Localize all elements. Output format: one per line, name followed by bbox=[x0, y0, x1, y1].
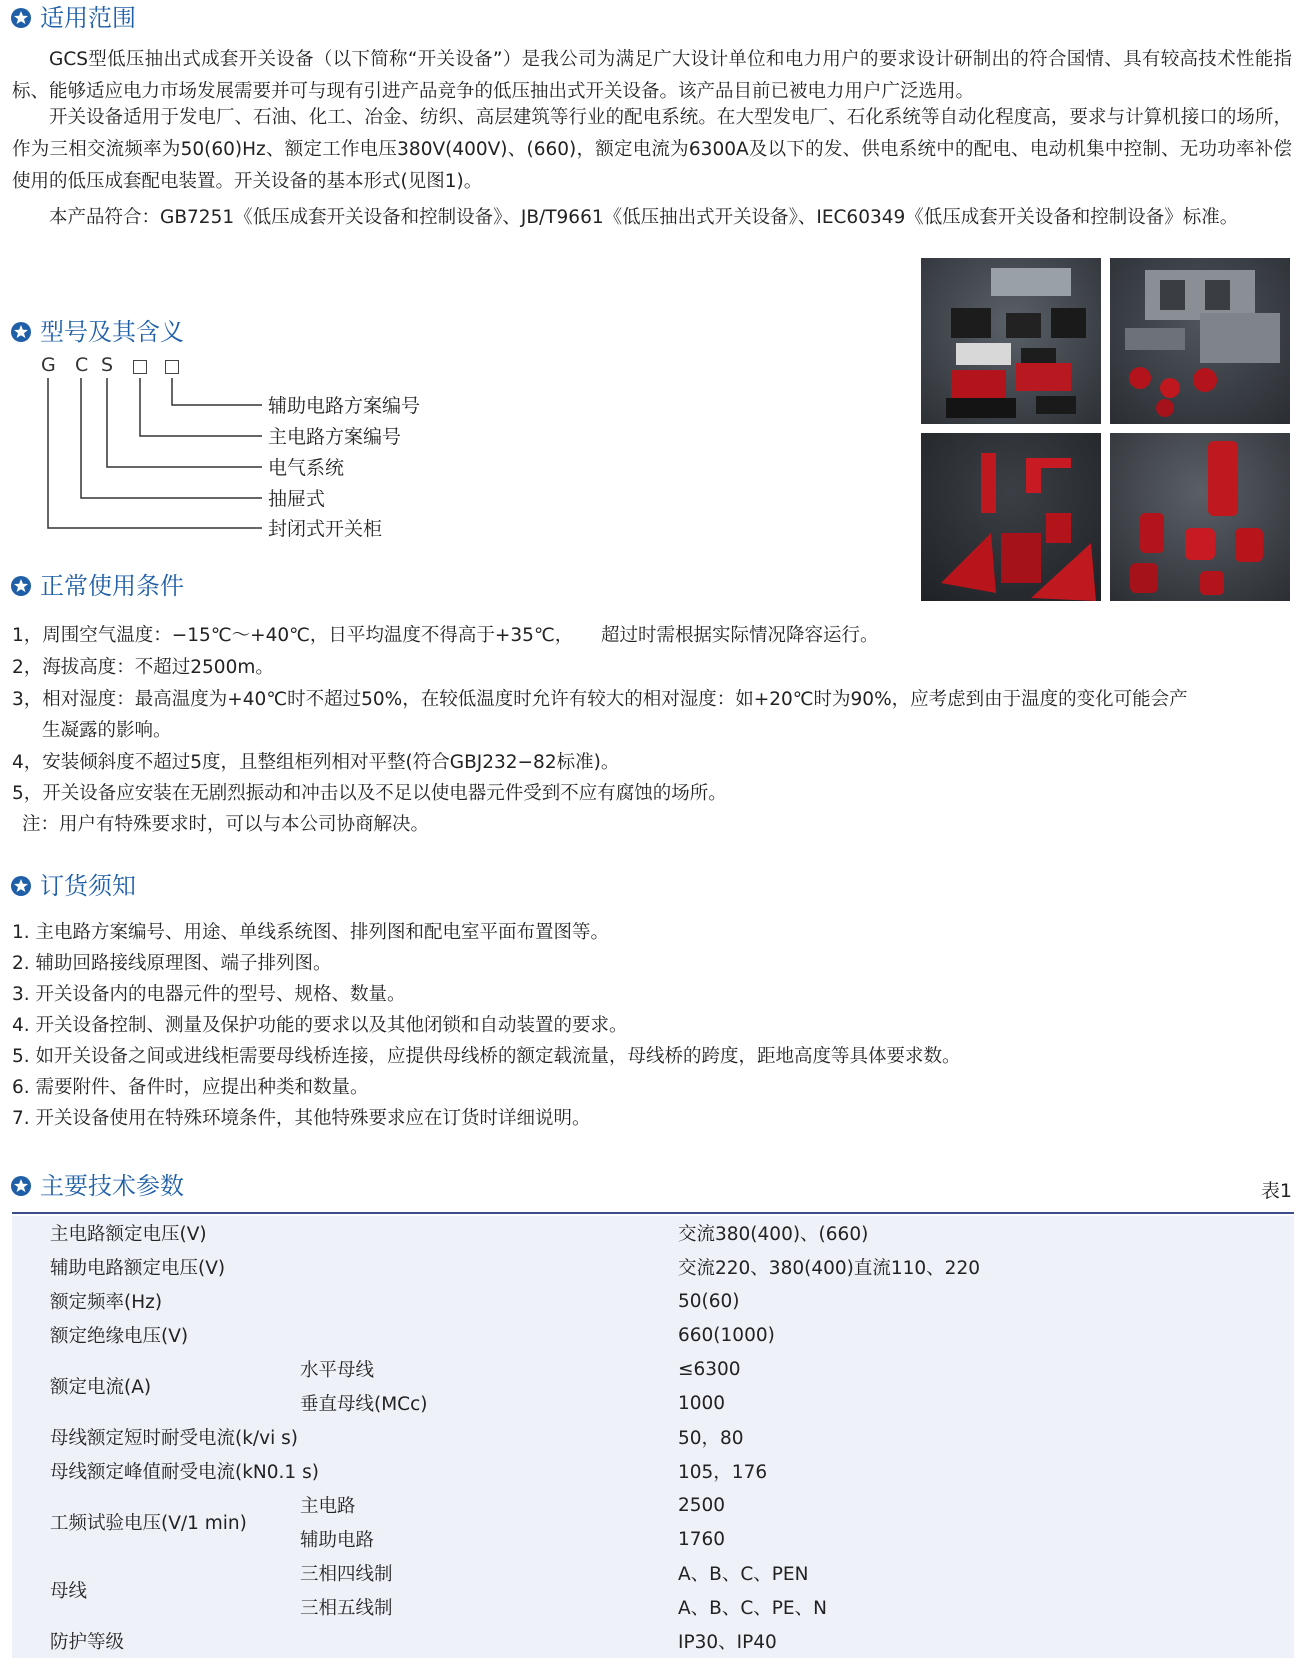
table-row bbox=[12, 1318, 1294, 1352]
model-label-aux-circuit: 辅助电路方案编号 bbox=[268, 395, 421, 417]
model-letter-c: C bbox=[75, 354, 89, 376]
ordering-item-5: 5. 如开关设备之间或进线柜需要母线桥连接，应提供母线桥的额定载流量，母线桥的跨度，距地高度等具体要求数。 bbox=[12, 1046, 961, 1067]
param-value: 1760 bbox=[640, 1522, 1294, 1556]
section-title-ordering bbox=[10, 870, 136, 902]
condition-item-4: 4，安装倾斜度不超过5度，且整组柜列相对平整(符合GBJ232−82标准)。 bbox=[12, 752, 620, 773]
product-photo-frames bbox=[1110, 258, 1290, 424]
star-icon bbox=[10, 575, 32, 597]
condition-item-2: 2，海拔高度：不超过2500m。 bbox=[12, 657, 274, 678]
param-sub-name: 三相四线制 bbox=[262, 1556, 640, 1590]
ordering-item-6: 6. 需要附件、备件时，应提出种类和数量。 bbox=[12, 1077, 369, 1098]
param-name: 母线额定短时耐受电流(k/vi s) bbox=[12, 1420, 640, 1454]
star-icon bbox=[10, 875, 32, 897]
product-photo-insulators bbox=[1110, 433, 1290, 601]
table-row bbox=[12, 1352, 1294, 1386]
table-row bbox=[12, 1624, 1294, 1658]
model-label-electric-system: 电气系统 bbox=[268, 457, 345, 479]
model-letter-g: G bbox=[41, 354, 56, 376]
condition-item-5: 5，开关设备应安装在无剧烈振动和冲击以及不足以使电器元件受到不应有腐蚀的场所。 bbox=[12, 783, 727, 804]
param-value: A、B、C、PEN bbox=[640, 1556, 1294, 1590]
param-value: 50，80 bbox=[640, 1420, 1294, 1454]
param-value: 660(1000) bbox=[640, 1318, 1294, 1352]
param-name: 额定绝缘电压(V) bbox=[12, 1318, 640, 1352]
param-value: 50(60) bbox=[640, 1284, 1294, 1318]
ordering-item-2: 2. 辅助回路接线原理图、端子排列图。 bbox=[12, 953, 332, 974]
model-letter-s: S bbox=[101, 354, 114, 376]
param-value: ≤6300 bbox=[640, 1352, 1294, 1386]
param-value: IP30、IP40 bbox=[640, 1624, 1294, 1658]
param-value: 2500 bbox=[640, 1488, 1294, 1522]
table-row bbox=[12, 1556, 1294, 1590]
table-row bbox=[12, 1216, 1294, 1250]
ordering-item-1: 1. 主电路方案编号、用途、单线系统图、排列图和配电室平面布置图等。 bbox=[12, 922, 610, 943]
section-title-conditions bbox=[10, 570, 184, 602]
table-top-rule bbox=[12, 1212, 1294, 1214]
section-title-text: 适用范围 bbox=[40, 4, 136, 32]
condition-item-3-cont: 生凝露的影响。 bbox=[42, 720, 172, 741]
param-name: 防护等级 bbox=[12, 1624, 640, 1658]
section-title-text: 型号及其含义 bbox=[40, 318, 184, 346]
section-title-text: 正常使用条件 bbox=[40, 572, 184, 600]
product-photo-connectors bbox=[921, 258, 1101, 424]
star-icon bbox=[10, 1175, 32, 1197]
table-row bbox=[12, 1284, 1294, 1318]
scope-paragraph-1: GCS型低压抽出式成套开关设备（以下简称“开关设备”）是我公司为满足广大设计单位和电力用户的要求设计研制出的符合国情、具有较高技术性能指标、能够适应电力市场发展需要并可与现有引进产品竞争的低压抽出式开关设备。该产品目前已被电力用户广泛选用。 bbox=[12, 49, 1292, 102]
param-sub-name: 主电路 bbox=[262, 1488, 640, 1522]
ordering-item-7: 7. 开关设备使用在特殊环境条件，其他特殊要求应在订货时详细说明。 bbox=[12, 1108, 591, 1129]
section-title-text: 主要技术参数 bbox=[40, 1172, 184, 1200]
model-bracket-lines bbox=[0, 0, 300, 560]
model-label-main-circuit: 主电路方案编号 bbox=[268, 426, 402, 448]
product-photo-brackets bbox=[921, 433, 1101, 601]
param-value: 1000 bbox=[640, 1386, 1294, 1420]
param-sub-name: 水平母线 bbox=[262, 1352, 640, 1386]
param-sub-name: 三相五线制 bbox=[262, 1590, 640, 1624]
param-name: 母线 bbox=[12, 1556, 262, 1624]
param-name: 工频试验电压(V/1 min) bbox=[12, 1488, 262, 1556]
param-name: 母线额定峰值耐受电流(kN0.1 s) bbox=[12, 1454, 640, 1488]
condition-item-1: 1，周围空气温度：−15℃～+40℃，日平均温度不得高于+35℃， 超过时需根据实际情况降容运行。 bbox=[12, 625, 879, 646]
ordering-item-4: 4. 开关设备控制、测量及保护功能的要求以及其他闭锁和自动装置的要求。 bbox=[12, 1015, 628, 1036]
scope-paragraph-2: 开关设备适用于发电厂、石油、化工、冶金、纺织、高层建筑等行业的配电系统。在大型发电厂、石化系统等自动化程度高，要求与计算机接口的场所，作为三相交流频率为50(60)Hz、额定工作电压380V(400V)、(660)，额定电流为6300A及以下的发、供电系统中的配电、电动机集中控制、无功功率补偿使用的低压成套配电装置。开关设备的基本形式(见图1)。 bbox=[12, 107, 1292, 192]
param-name: 辅助电路额定电压(V) bbox=[12, 1250, 640, 1284]
param-sub-name: 辅助电路 bbox=[262, 1522, 640, 1556]
table-row bbox=[12, 1250, 1294, 1284]
param-value: A、B、C、PE、N bbox=[640, 1590, 1294, 1624]
param-value: 交流380(400)、(660) bbox=[640, 1216, 1294, 1250]
params-table bbox=[12, 1216, 1294, 1658]
ordering-item-3: 3. 开关设备内的电器元件的型号、规格、数量。 bbox=[12, 984, 406, 1005]
condition-note: 注：用户有特殊要求时，可以与本公司协商解决。 bbox=[22, 814, 430, 835]
param-value: 交流220、380(400)直流110、220 bbox=[640, 1250, 1294, 1284]
table-label: 表1 bbox=[1260, 1180, 1292, 1202]
param-name: 额定频率(Hz) bbox=[12, 1284, 640, 1318]
condition-item-3: 3，相对湿度：最高温度为+40℃时不超过50%，在较低温度时允许有较大的相对湿度：如+20℃时为90%，应考虑到由于温度的变化可能会产 bbox=[12, 689, 1188, 710]
section-title-text: 订货须知 bbox=[40, 872, 136, 900]
param-name: 额定电流(A) bbox=[12, 1352, 262, 1420]
param-sub-name: 垂直母线(MCc) bbox=[262, 1386, 640, 1420]
table-row bbox=[12, 1488, 1294, 1522]
scope-paragraph-3: 本产品符合：GB7251《低压成套开关设备和控制设备》、JB/T9661《低压抽出式开关设备》、IEC60349《低压成套开关设备和控制设备》标准。 bbox=[49, 207, 1239, 228]
param-name: 主电路额定电压(V) bbox=[12, 1216, 640, 1250]
section-title-params bbox=[10, 1170, 184, 1202]
table-row bbox=[12, 1420, 1294, 1454]
model-label-enclosed-cabinet: 封闭式开关柜 bbox=[268, 518, 383, 540]
model-label-drawer-type: 抽屉式 bbox=[268, 488, 326, 510]
table-row bbox=[12, 1454, 1294, 1488]
param-value: 105，176 bbox=[640, 1454, 1294, 1488]
